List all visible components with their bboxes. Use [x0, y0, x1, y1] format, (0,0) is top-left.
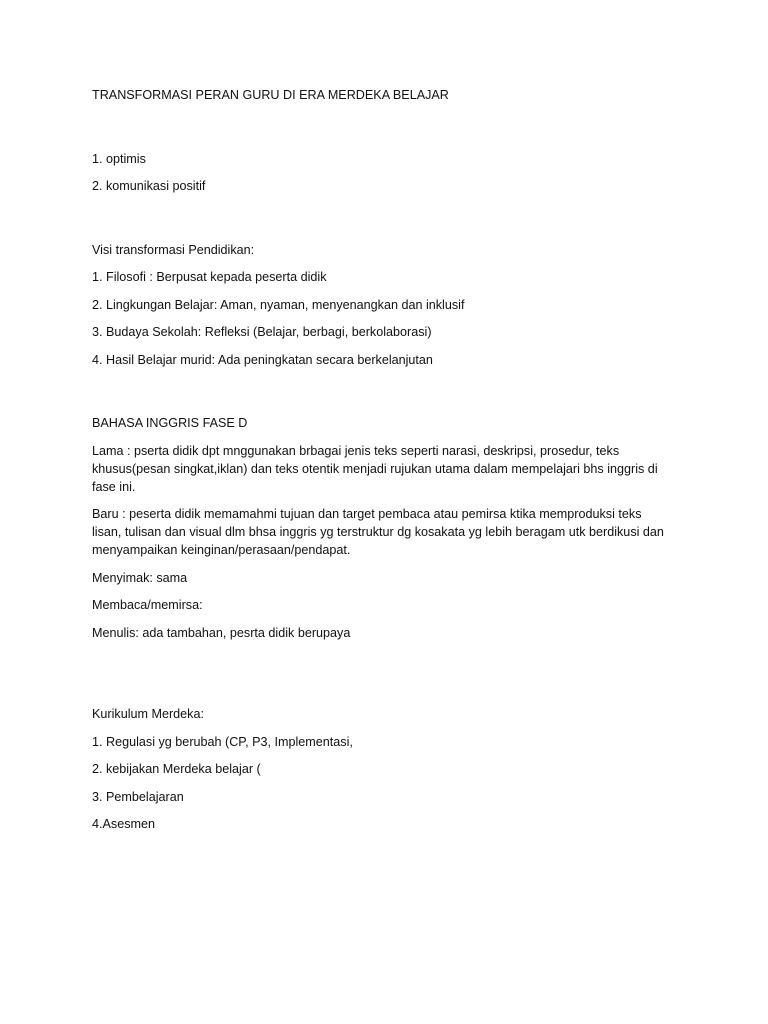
bahasa-heading: BAHASA INGGRIS FASE D	[92, 416, 248, 430]
bahasa-menyimak: Menyimak: sama	[92, 570, 188, 585]
document-title: TRANSFORMASI PERAN GURU DI ERA MERDEKA BELAJAR	[92, 88, 449, 102]
visi-item: 2. Lingkungan Belajar: Aman, nyaman, menyenangkan dan inklusif	[92, 297, 465, 312]
list-item: 2. komunikasi positif	[92, 179, 206, 193]
kurikulum-item: 4.Asesmen	[92, 817, 155, 831]
bahasa-membaca: Membaca/memirsa:	[92, 598, 203, 612]
visi-item: 3. Budaya Sekolah: Refleksi (Belajar, berbagi, berkolaborasi)	[92, 325, 432, 339]
visi-item: 4. Hasil Belajar murid: Ada peningkatan secara berkelanjutan	[92, 352, 433, 367]
spacer	[92, 378, 672, 414]
bahasa-lama-paragraph: Lama : pserta didik dpt mnggunakan brbagai jenis teks seperti narasi, deskripsi, prosedur, teks khusus(pesan singkat,iklan) dan teks otentik menjadi rujukan utama dalam mempelajari bhs inggris di fase ini.	[92, 443, 658, 494]
document-body	[92, 86, 672, 843]
spacer	[92, 651, 672, 705]
bahasa-baru-paragraph: Baru : peserta didik memamahmi tujuan dan target pembaca atau pemirsa ktika memproduksi teks lisan, tulisan dan visual dlm bhsa inggris yg terstruktur dg kosakata yg lebih beragam utk berdikusi dan menyampaikan keinginan/perasaan/pendapat.	[92, 507, 664, 557]
kurikulum-item: 1. Regulasi yg berubah (CP, P3, Implementasi,	[92, 734, 353, 749]
spacer	[92, 114, 672, 150]
bahasa-menulis: Menulis: ada tambahan, pesrta didik berupaya	[92, 625, 351, 640]
kurikulum-item: 3. Pembelajaran	[92, 789, 184, 804]
kurikulum-item: 2. kebijakan Merdeka belajar (	[92, 762, 261, 776]
spacer	[92, 205, 672, 241]
kurikulum-heading: Kurikulum Merdeka:	[92, 707, 204, 721]
list-item: 1. optimis	[92, 151, 146, 166]
visi-item: 1. Filosofi : Berpusat kepada peserta didik	[92, 270, 327, 284]
visi-heading: Visi transformasi Pendidikan:	[92, 242, 255, 257]
